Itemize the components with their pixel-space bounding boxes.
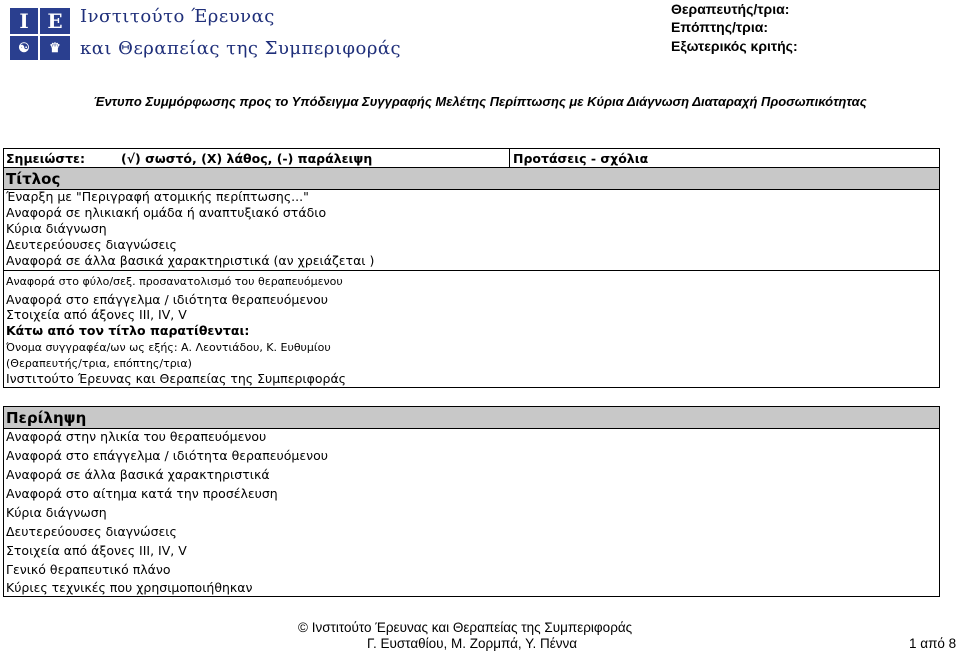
document-title: Έντυπο Συμμόρφωσης προς το Υπόδειγμα Συγγραφής Μελέτης Περίπτωσης με Κύρια Διάγνωση Διαταραχή Προσωπικότητας [93,94,867,109]
checklist-item: Αναφορά στην ηλικία του θεραπευόμενου [6,429,267,444]
table-border [3,596,940,597]
checklist-item: Αναφορά στο επάγγελμα / ιδιότητα θεραπευόμενου [6,448,328,463]
suggestions-label: Προτάσεις - σχόλια [513,151,649,166]
table-border [509,148,510,168]
checklist-item: Αναφορά σε άλλα βασικά χαρακτηριστικά (αν χρειάζεται ) [6,253,375,268]
table-border [3,270,940,271]
checklist-item: Αναφορά σε ηλικιακή ομάδα ή αναπτυξιακό στάδιο [6,205,327,220]
checklist-item: Έναρξη με "Περιγραφή ατομικής περίπτωσης..." [6,189,309,204]
checklist-item: Αναφορά σε άλλα βασικά χαρακτηριστικά [6,467,270,482]
reviewer-label: Εξωτερικός κριτής: [671,38,798,54]
checklist-item: Αναφορά στο αίτημα κατά την προσέλευση [6,486,278,501]
checklist-item: Κύριες τεχνικές που χρησιμοποιήθηκαν [6,580,253,595]
checklist-item: Κύρια διάγνωση [6,505,107,520]
therapist-label: Θεραπευτής/τρια: [671,1,790,17]
logo-block-i: I [10,8,38,34]
logo-block-symbol: ♛ [40,36,70,60]
checklist-item: Αναφορά στο επάγγελμα / ιδιότητα θεραπευόμενου [6,292,328,307]
supervisor-label: Επόπτης/τρια: [671,19,768,35]
institute-name-line1: Ινστιτούτο Έρευνας [80,6,275,27]
checklist-item: Στοιχεία από άξονες ΙΙΙ, IV, V [6,307,187,322]
notes-label: Σημειώστε: [6,151,85,166]
checklist-item: Όνομα συγγραφέα/ων ως εξής: Α. Λεοντιάδου, Κ. Ευθυμίου [6,341,331,354]
table-border [939,406,940,597]
table-border [3,406,4,597]
checklist-item: Δευτερεύουσες διαγνώσεις [6,237,177,252]
checklist-subheading: Κάτω από τον τίτλο παρατίθενται: [6,323,250,338]
logo-block-figure: ☯ [10,36,38,60]
table-border [3,387,940,388]
table-border [939,148,940,388]
institute-name-line2: και Θεραπείας της Συμπεριφοράς [80,38,402,59]
checklist-item: Γενικό θεραπευτικό πλάνο [6,562,171,577]
checklist-item: (Θεραπευτής/τρια, επόπτης/τρια) [6,357,192,370]
footer-copyright: © Ινστιτούτο Έρευνας και Θεραπείας της Συμπεριφοράς [298,620,633,635]
checklist-item: Κύρια διάγνωση [6,221,107,236]
institute-logo [8,8,72,60]
section-header-fill [4,407,939,428]
checklist-item: Ινστιτούτο Έρευνας και Θεραπείας της Συμπεριφοράς [6,371,347,386]
footer-authors: Γ. Ευσταθίου, Μ. Ζορμπά, Υ. Πέννα [367,636,578,651]
checklist-item: Αναφορά στο φύλο/σεξ. προσανατολισμό του θεραπευόμενου [6,275,343,288]
section-title-heading: Τίτλος [6,170,61,188]
section-header-fill [4,168,939,189]
checklist-item: Δευτερεύουσες διαγνώσεις [6,524,177,539]
checklist-item: Στοιχεία από άξονες ΙΙΙ, IV, V [6,543,187,558]
logo-block-e: E [40,8,70,34]
table-border [3,148,940,149]
section-summary-heading: Περίληψη [6,409,87,427]
notes-legend: (√) σωστό, (Χ) λάθος, (-) παράλειψη [121,151,373,166]
page-number: 1 από 8 [909,636,957,651]
